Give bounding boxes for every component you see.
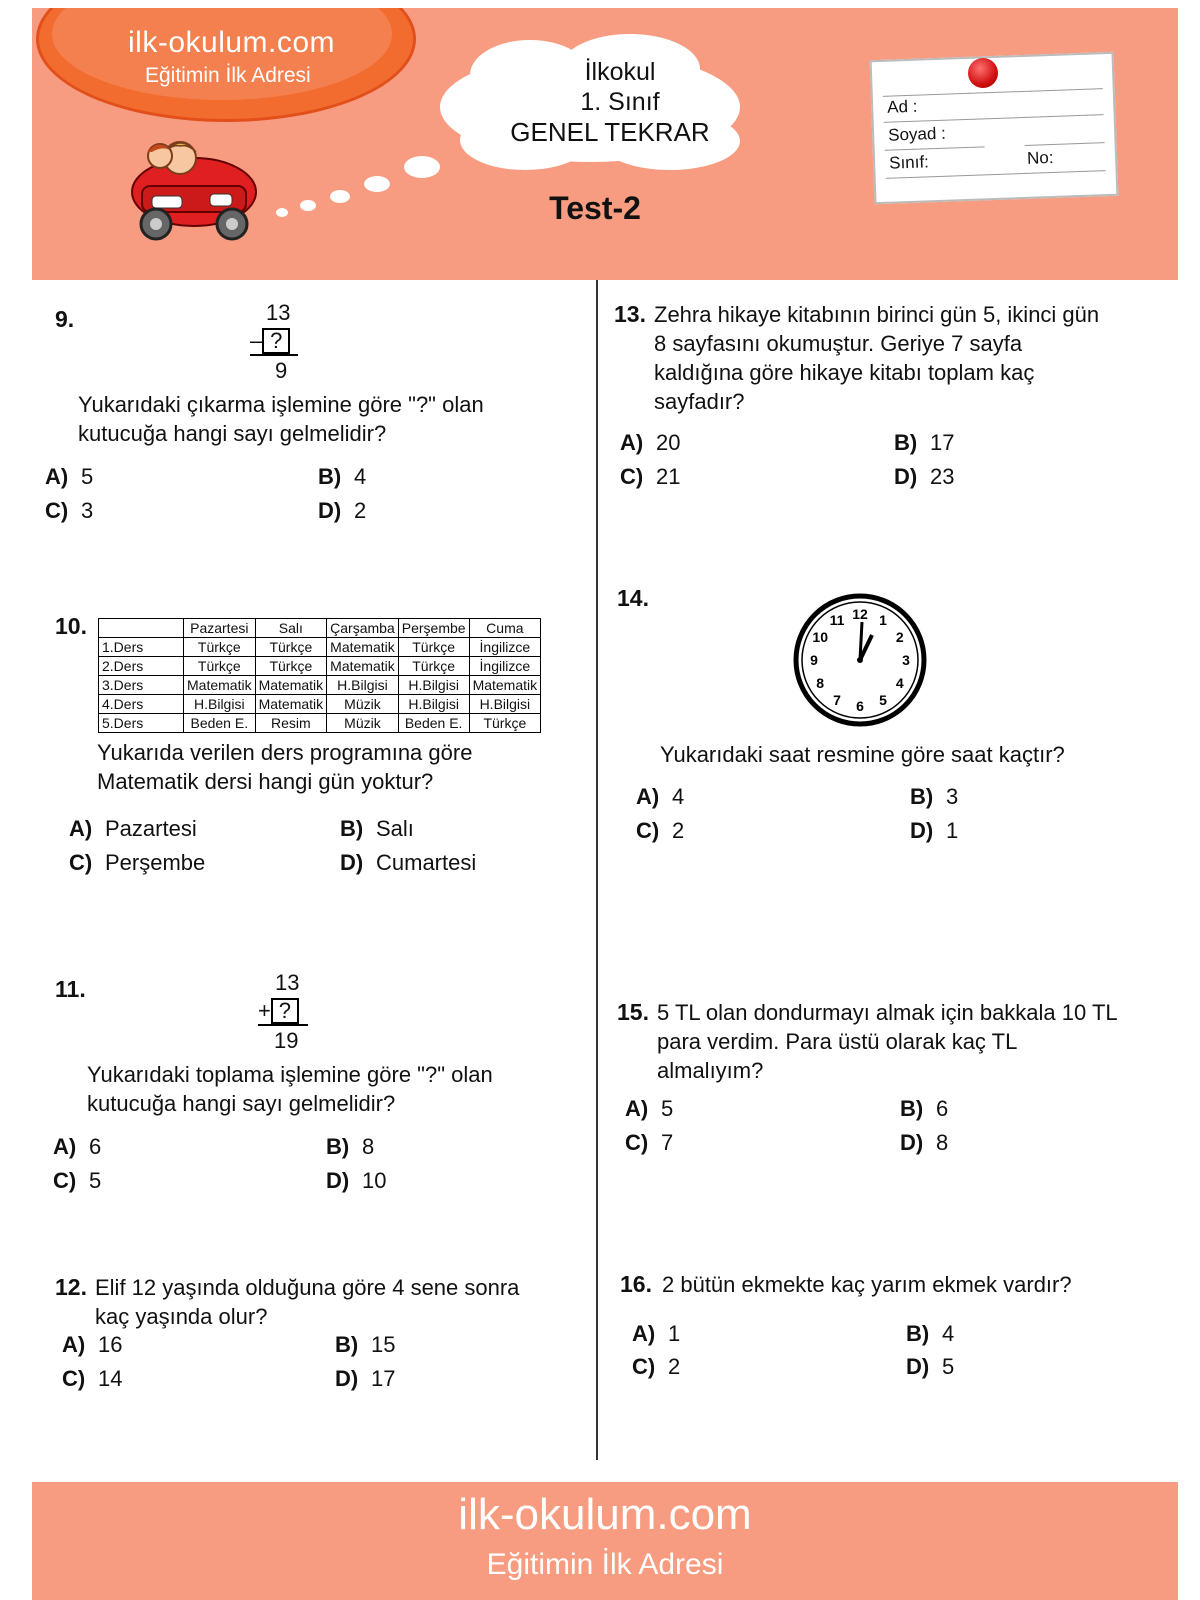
- q11-number: 11.: [55, 976, 86, 1002]
- q11-text-line1: Yukarıdaki toplama işlemine göre "?" olan: [87, 1062, 493, 1087]
- q10-option-a[interactable]: A) Pazartesi: [69, 816, 197, 841]
- clock-number: 7: [833, 691, 841, 708]
- q13-number: 13.: [614, 301, 646, 327]
- q14-option-c[interactable]: C) 2: [636, 818, 685, 843]
- car-illustration: [122, 130, 272, 250]
- timetable-cell: Türkçe: [184, 638, 256, 657]
- q14-option-b[interactable]: B) 3: [910, 784, 959, 809]
- q16-option-d[interactable]: D) 5: [906, 1354, 955, 1379]
- q13-text-line3: kaldığına göre hikaye kitabı toplam kaç: [654, 360, 1035, 385]
- q13-text-line4: sayfadır?: [654, 389, 745, 414]
- timetable-cell: Beden E.: [184, 714, 256, 733]
- timetable-day-header: Perşembe: [398, 619, 469, 638]
- clock-number: 9: [810, 652, 818, 668]
- q12-text-line2: kaç yaşında olur?: [95, 1304, 268, 1329]
- timetable-period-label: 1.Ders: [99, 638, 184, 657]
- q9-answer-box: ?: [262, 328, 290, 354]
- q15-option-d[interactable]: D) 8: [900, 1130, 949, 1155]
- clock-face: [790, 590, 930, 730]
- q16-option-b[interactable]: B) 4: [906, 1321, 955, 1346]
- timetable: [98, 618, 541, 733]
- pushpin-icon: [968, 58, 998, 88]
- timetable-row: [99, 676, 541, 695]
- q12-option-c[interactable]: C) 14: [62, 1366, 123, 1391]
- q13-text-line1: Zehra hikaye kitabının birinci gün 5, ikinci gün: [654, 302, 1100, 327]
- q9-sum-line: [250, 354, 298, 356]
- test-title: Test-2: [549, 190, 641, 226]
- q13-option-d[interactable]: D) 23: [894, 464, 955, 489]
- clock-number: 12: [852, 606, 868, 622]
- timetable-cell: İngilizce: [469, 638, 541, 657]
- q13-option-a[interactable]: A) 20: [620, 430, 681, 455]
- clock-number: 3: [902, 652, 910, 668]
- timetable-corner: [99, 619, 184, 638]
- timetable-cell: H.Bilgisi: [469, 695, 541, 714]
- timetable-cell: H.Bilgisi: [184, 695, 256, 714]
- title-review: GENEL TEKRAR: [510, 117, 710, 147]
- timetable-cell: Beden E.: [398, 714, 469, 733]
- timetable-day-header: Pazartesi: [184, 619, 256, 638]
- timetable-cell: Müzik: [327, 714, 399, 733]
- name-field-label: Ad :: [886, 96, 918, 117]
- q15-text-line3: almalıyım?: [657, 1058, 764, 1083]
- timetable-header-row: [99, 619, 541, 638]
- q10-option-b[interactable]: B) Salı: [340, 816, 414, 841]
- timetable-cell: Türkçe: [255, 657, 327, 676]
- q9-text-line1: Yukarıdaki çıkarma işlemine göre "?" olan: [78, 392, 484, 417]
- title-grade: 1. Sınıf: [580, 88, 660, 116]
- timetable-cell: Türkçe: [398, 657, 469, 676]
- q14-option-a[interactable]: A) 4: [636, 784, 685, 809]
- footer-band: [32, 1482, 1178, 1600]
- timetable-cell: Resim: [255, 714, 327, 733]
- header-bottom-edge: [32, 272, 1178, 280]
- q11-operator: +: [258, 998, 271, 1023]
- q10-text-line2: Matematik dersi hangi gün yoktur?: [97, 769, 434, 794]
- column-divider: [596, 280, 598, 1460]
- q9-option-c[interactable]: C) 3: [45, 498, 94, 523]
- q10-option-d[interactable]: D) Cumartesi: [340, 850, 477, 875]
- timetable-period-label: 3.Ders: [99, 676, 184, 695]
- timetable-period-label: 4.Ders: [99, 695, 184, 714]
- q9-operator: –: [250, 328, 263, 353]
- timetable-row: [99, 638, 541, 657]
- q11-option-c[interactable]: C) 5: [53, 1168, 102, 1193]
- q12-text-line1: Elif 12 yaşında olduğuna göre 4 sene sonra: [95, 1275, 520, 1300]
- timetable-cell: Türkçe: [469, 714, 541, 733]
- q9-number: 9.: [55, 306, 75, 332]
- q14-text-line1: Yukarıdaki saat resmine göre saat kaçtır?: [660, 742, 1065, 767]
- q11-option-a[interactable]: A) 6: [53, 1134, 102, 1159]
- timetable-period-label: 2.Ders: [99, 657, 184, 676]
- q10-number: 10.: [55, 613, 87, 639]
- q9-result: 9: [275, 358, 288, 383]
- q16-text-line1: 2 bütün ekmekte kaç yarım ekmek vardır?: [662, 1272, 1072, 1297]
- q13-text-line2: 8 sayfasını okumuştur. Geriye 7 sayfa: [654, 331, 1023, 356]
- clock-number: 10: [812, 629, 828, 645]
- timetable-day-header: Cuma: [469, 619, 541, 638]
- timetable-cell: H.Bilgisi: [398, 676, 469, 695]
- q15-number: 15.: [617, 999, 649, 1025]
- timetable-cell: İngilizce: [469, 657, 541, 676]
- timetable-cell: Matematik: [255, 676, 327, 695]
- number-field-label: No:: [1026, 147, 1054, 168]
- q9-text-line2: kutucuğa hangi sayı gelmelidir?: [78, 421, 387, 446]
- timetable-cell: Türkçe: [184, 657, 256, 676]
- q14-number: 14.: [617, 585, 649, 611]
- clock-number: 6: [856, 698, 864, 714]
- clock-number: 5: [879, 691, 887, 708]
- q15-text-line1: 5 TL olan dondurmayı almak için bakkala 10 TL: [657, 1000, 1118, 1025]
- q13-option-b[interactable]: B) 17: [894, 430, 955, 455]
- logo-slogan: Eğitimin İlk Adresi: [145, 64, 311, 87]
- timetable-cell: Müzik: [327, 695, 399, 714]
- timetable-cell: Matematik: [327, 638, 399, 657]
- timetable-cell: Matematik: [184, 676, 256, 695]
- q15-option-b[interactable]: B) 6: [900, 1096, 949, 1121]
- q11-option-d[interactable]: D) 10: [326, 1168, 387, 1193]
- timetable-cell: Türkçe: [398, 638, 469, 657]
- timetable-row: [99, 695, 541, 714]
- footer-site[interactable]: ilk-okulum.com: [458, 1490, 752, 1539]
- logo-site[interactable]: ilk-okulum.com: [128, 26, 336, 59]
- title-school: İlkokul: [584, 58, 656, 86]
- clock-number: 1: [879, 612, 887, 629]
- timetable-cell: Matematik: [327, 657, 399, 676]
- q11-answer-box: ?: [271, 998, 299, 1024]
- surname-field-label: Soyad :: [887, 123, 947, 145]
- clock-number: 11: [829, 612, 845, 629]
- q15-text-line2: para verdim. Para üstü olarak kaç TL: [657, 1029, 1018, 1054]
- q11-result: 19: [274, 1028, 299, 1053]
- q10-text-line1: Yukarıda verilen ders programına göre: [97, 740, 473, 765]
- q9-option-b[interactable]: B) 4: [318, 464, 367, 489]
- timetable-cell: H.Bilgisi: [327, 676, 399, 695]
- q14-option-d[interactable]: D) 1: [910, 818, 959, 843]
- timetable-cell: Türkçe: [255, 638, 327, 657]
- q9-option-a[interactable]: A) 5: [45, 464, 94, 489]
- timetable-day-header: Çarşamba: [327, 619, 399, 638]
- q9-operand-top: 13: [266, 300, 291, 325]
- timetable-cell: Matematik: [255, 695, 327, 714]
- q11-option-b[interactable]: B) 8: [326, 1134, 375, 1159]
- timetable-row: [99, 657, 541, 676]
- timetable-row: [99, 714, 541, 733]
- clock-number: 8: [816, 675, 825, 691]
- q12-number: 12.: [55, 1274, 87, 1300]
- q13-option-c[interactable]: C) 21: [620, 464, 681, 489]
- q9-operation: [250, 326, 290, 355]
- q16-option-c[interactable]: C) 2: [632, 1354, 681, 1379]
- q12-option-a[interactable]: A) 16: [62, 1332, 123, 1357]
- timetable-day-header: Salı: [255, 619, 327, 638]
- q11-operand-top: 13: [275, 970, 300, 995]
- timetable-cell: Matematik: [469, 676, 541, 695]
- q16-option-a[interactable]: A) 1: [632, 1321, 681, 1346]
- footer-slogan: Eğitimin İlk Adresi: [486, 1548, 724, 1581]
- clock-number: 4: [895, 675, 904, 691]
- q11-text-line2: kutucuğa hangi sayı gelmelidir?: [87, 1091, 396, 1116]
- clock-number: 2: [895, 629, 904, 645]
- timetable-cell: H.Bilgisi: [398, 695, 469, 714]
- q15-option-c[interactable]: C) 7: [625, 1130, 674, 1155]
- q12-option-b[interactable]: B) 15: [335, 1332, 396, 1357]
- timetable-period-label: 5.Ders: [99, 714, 184, 733]
- q10-option-c[interactable]: C) Perşembe: [69, 850, 206, 875]
- class-field-label: Sınıf:: [888, 152, 930, 173]
- q15-option-a[interactable]: A) 5: [625, 1096, 674, 1121]
- q16-number: 16.: [620, 1271, 652, 1297]
- q9-option-d[interactable]: D) 2: [318, 498, 367, 523]
- q11-operation: [258, 996, 299, 1025]
- q12-option-d[interactable]: D) 17: [335, 1366, 396, 1391]
